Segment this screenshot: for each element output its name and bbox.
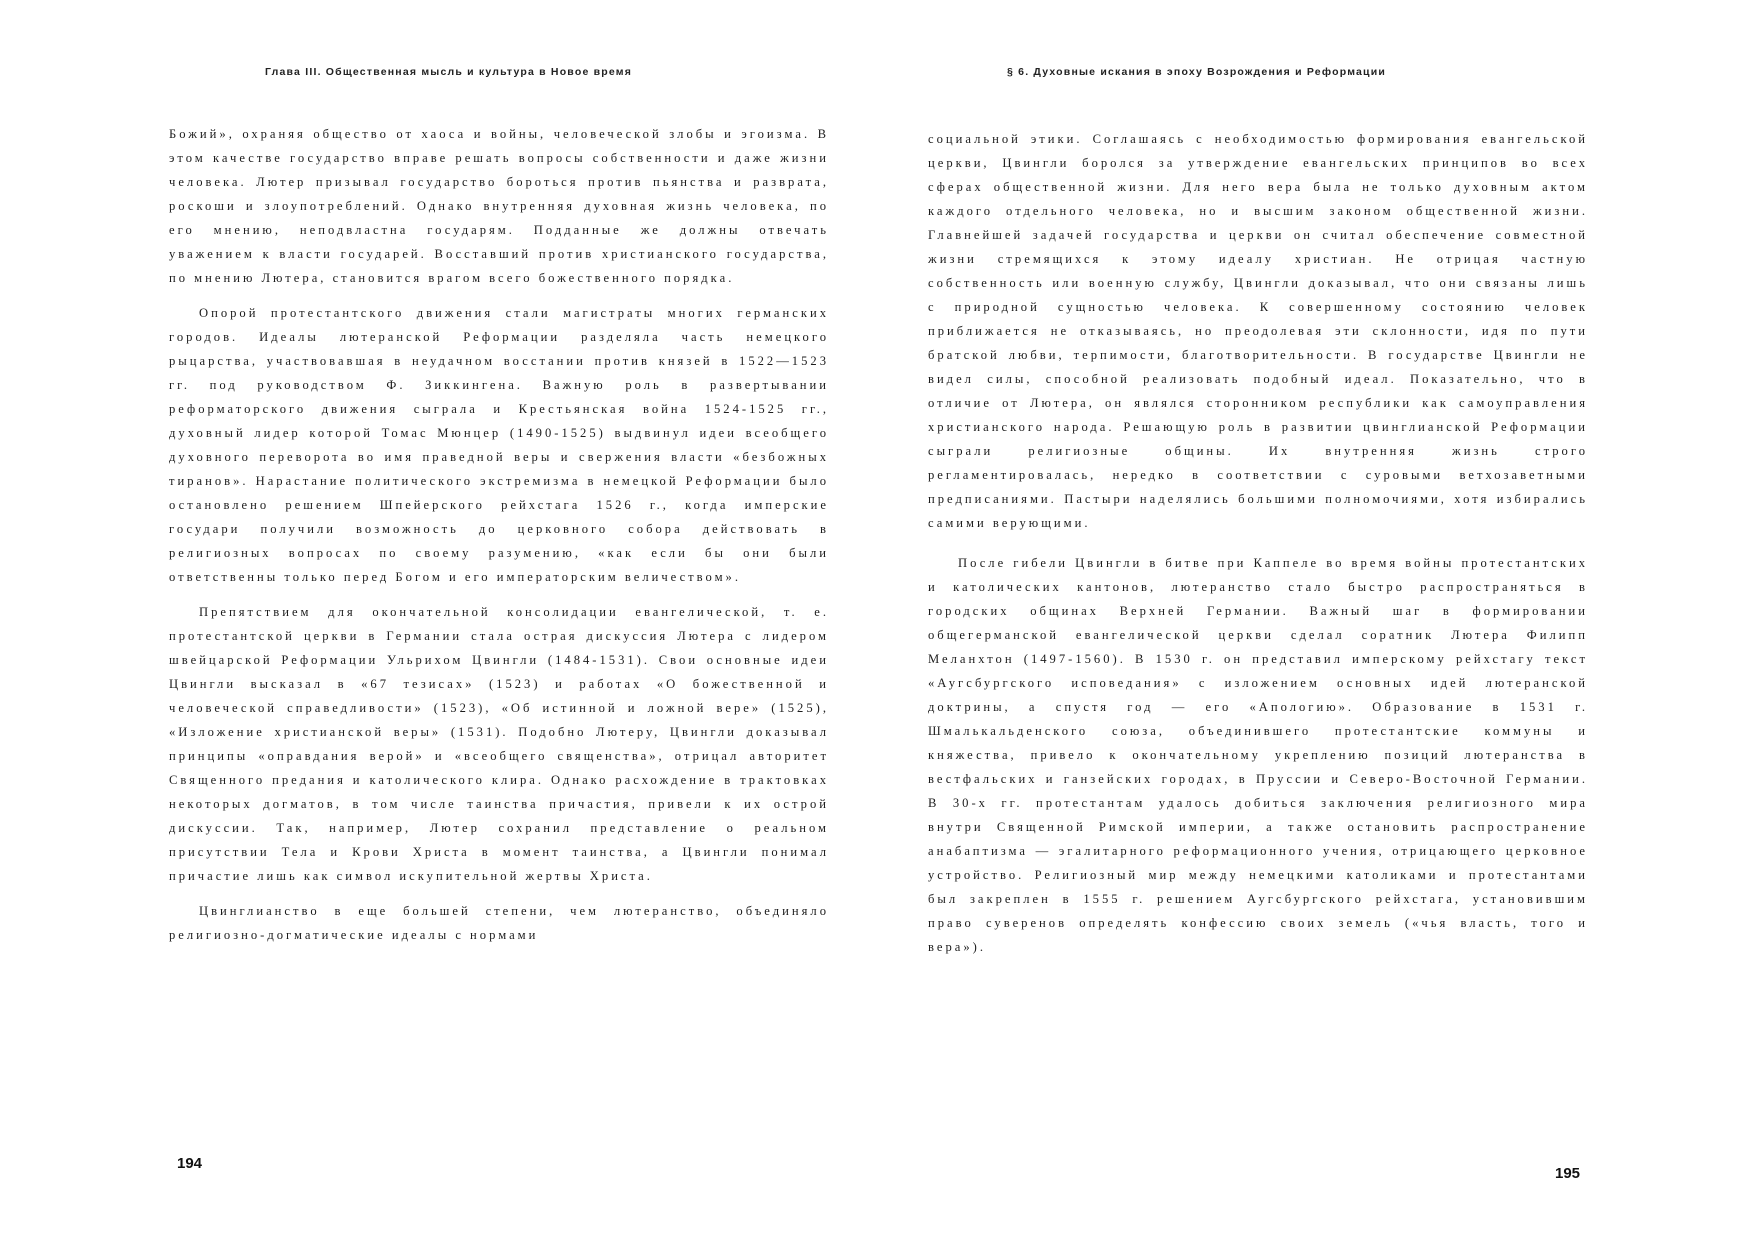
paragraph: После гибели Цвингли в битве при Каппеле во время войны протестантских и католических кантонов, лютеранство стало быстро распространяться в городских общинах Верхней Германии. Важный шаг в формировании общегерманской евангелической церкви сделал соратник Лютера Филипп Меланхтон (1497-1560). В 1530 г. он представил имперскому рейхстагу текст «Аугсбургского исповедания» с изложением основных идей лютеранской доктрины, а спустя год — его «Апологию». Образование в 1531 г. Шмалькальденского союза, объединившего протестантские коммуны и княжества, привело к окончательному укреплению позиций лютеранства в вестфальских и ганзейских городах, в Пруссии и Северо-Восточной Германии. В 30-х гг. протестантам удалось добиться заключения религиозного мира внутри Священной Римской империи, а также остановить распространение анабаптизма — эгалитарного реформационного учения, отрицающего церковное устройство. Религиозный мир между немецкими католиками и протестантами был закреплен в 1555 г. решением Аугсбургского рейхстага, установившим право суверенов определять конфессию своих земель («чья власть, того и вера»). <box>928 556 1588 954</box>
paragraph: социальной этики. Соглашаясь с необходимостью формирования евангельской церкви, Цвингли боролся за утверждение евангельских принципов во всех сферах общественной жизни. Для него вера была не только духовным актом каждого отдельного человека, но и высшим законом общественной жизни. Главнейшей задачей государства и церкви он считал обеспечение совместной жизни стремящихся к этому идеалу христиан. Не отрицая частную собственность или военную службу, Цвингли доказывал, что они связаны лишь с природной сущностью человека. К совершенному состоянию человек приближается не отказываясь, но преодолевая эти склонности, идя по пути братской любви, терпимости, благотворительности. В государстве Цвингли не видел силы, способной реализовать подобный идеал. Показательно, что в отличие от Лютера, он являлся сторонником республики как самоуправления христианского народа. Решающую роль в развитии цвинглианской Реформации сыграли религиозные общины. Их внутренняя жизнь строго регламентировалась, нередко в соответствии с суровыми ветхозаветными предписаниями. Пастыри наделялись большими полномочиями, хотя избирались самими верующими. <box>928 132 1588 530</box>
right-page <box>877 0 1754 1239</box>
left-running-head: Глава III. Общественная мысль и культура в Новое время <box>265 66 633 78</box>
right-page-number: 195 <box>1555 1165 1581 1182</box>
left-page-body <box>169 122 829 958</box>
paragraph: Божий», охраняя общество от хаоса и войны, человеческой злобы и эгоизма. В этом качестве государство вправе решать вопросы собственности и даже жизни человека. Лютер призывал государство бороться против пьянства и разврата, роскоши и злоупотреблений. Однако внутренняя духовная жизнь человека, по его мнению, неподвластна государям. Подданные же должны отвечать уважением к власти государей. Восставший против христианского государства, по мнению Лютера, становится врагом всего божественного порядка. <box>169 127 829 285</box>
left-page-number: 194 <box>177 1155 203 1172</box>
right-running-head: § 6. Духовные искания в эпоху Возрождения и Реформации <box>1007 66 1387 78</box>
paragraph: Препятствием для окончательной консолидации евангелической, т. е. протестантской церкви в Германии стала острая дискуссия Лютера с лидером швейцарской Реформации Ульрихом Цвингли (1484-1531). Свои основные идеи Цвингли высказал в «67 тезисах» (1523) и работах «О божественной и человеческой справедливости» (1523), «Об истинной и ложной вере» (1525), «Изложение христианской веры» (1531). Подобно Лютеру, Цвингли доказывал принципы «оправдания верой» и «всеобщего священства», отрицал авторитет Священного предания и католического клира. Однако расхождение в трактовках некоторых догматов, в том числе таинства причастия, привели к их острой дискуссии. Так, например, Лютер сохранил представление о реальном присутствии Тела и Крови Христа в момент таинства, а Цвингли понимал причастие лишь как символ искупительной жертвы Христа. <box>169 605 829 883</box>
paragraph: Опорой протестантского движения стали магистраты многих германских городов. Идеалы лютеранской Реформации разделяла часть немецкого рыцарства, участвовавшая в неудачном восстании против князей в 1522—1523 гг. под руководством Ф. Зиккингена. Важную роль в развертывании реформаторского движения сыграла и Крестьянская война 1524-1525 гг., духовный лидер которой Томас Мюнцер (1490-1525) выдвинул идеи всеобщего духовного переворота во имя праведной веры и свержения власти «безбожных тиранов». Нарастание политического экстремизма в немецкой Реформации было остановлено решением Шпейерского рейхстага 1526 г., когда имперские государи получили возможность до церковного собора действовать в религиозных вопросах по своему разумению, «как если бы они были ответственны только перед Богом и его императорским величеством». <box>169 306 829 584</box>
right-page-body <box>928 127 1588 970</box>
paragraph: Цвинглианство в еще большей степени, чем лютеранство, объединяло религиозно-догматические идеалы с нормами <box>169 904 829 942</box>
